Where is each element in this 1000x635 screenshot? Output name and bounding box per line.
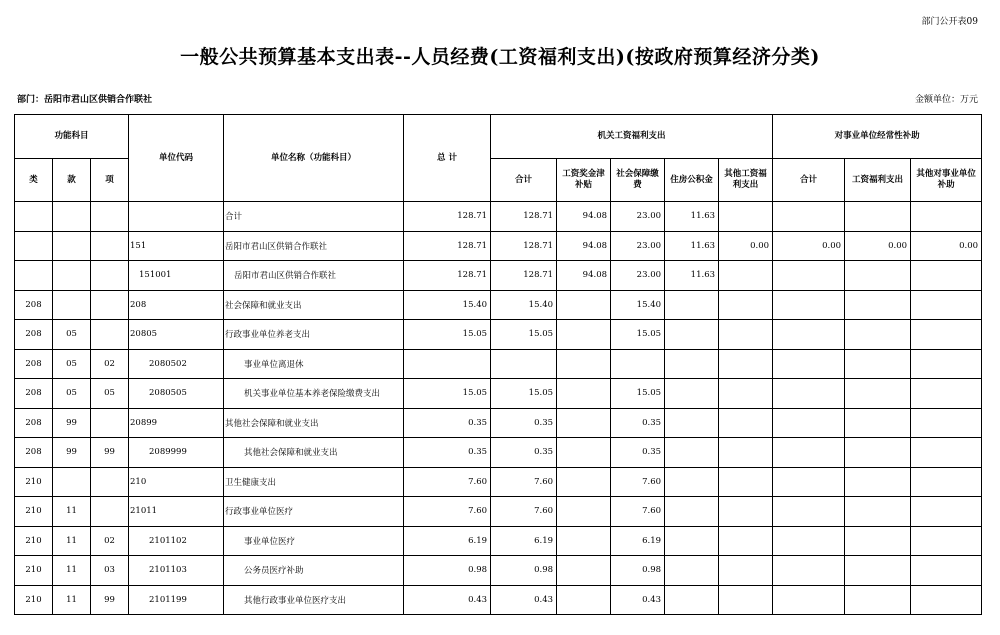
agency-housing-fund-cell (665, 408, 719, 438)
agency-sum-cell: 0.98 (491, 556, 557, 586)
agency-wage-cell (557, 585, 611, 615)
kuan-cell: 05 (53, 320, 91, 350)
total-cell: 15.05 (404, 320, 491, 350)
agency-housing-fund-cell (665, 438, 719, 468)
unit-name-cell: 其他行政事业单位医疗支出 (224, 585, 404, 615)
agency-sum-cell: 0.35 (491, 438, 557, 468)
total-header: 总 计 (404, 115, 491, 202)
agency-sum-cell: 128.71 (491, 261, 557, 291)
agency-social-security-cell: 7.60 (611, 497, 665, 527)
total-cell: 128.71 (404, 261, 491, 291)
table-row (15, 556, 982, 586)
institution-sum-cell: 0.00 (773, 231, 845, 261)
xiang-cell (91, 320, 129, 350)
agency-other-cell (719, 497, 773, 527)
institution-sum-cell (773, 349, 845, 379)
agency-other-cell (719, 290, 773, 320)
agency-housing-fund-cell (665, 467, 719, 497)
agency-wage-cell: 94.08 (557, 231, 611, 261)
table-row (15, 231, 982, 261)
institution-sum-cell (773, 497, 845, 527)
institution-wage-cell (845, 408, 911, 438)
agency-social-security-cell: 23.00 (611, 202, 665, 232)
agency-sum-cell: 128.71 (491, 231, 557, 261)
unit-name-cell: 其他社会保障和就业支出 (224, 438, 404, 468)
kuan-cell: 11 (53, 497, 91, 527)
institution-sum-cell (773, 408, 845, 438)
total-cell: 7.60 (404, 467, 491, 497)
institution-other-cell (911, 556, 982, 586)
agency-housing-fund-cell (665, 585, 719, 615)
unit-name-cell: 岳阳市君山区供销合作联社 (224, 261, 404, 291)
xiang-cell: 02 (91, 349, 129, 379)
total-cell (404, 349, 491, 379)
agency-wage-header: 工资奖金津补贴 (557, 159, 611, 202)
kuan-cell: 05 (53, 379, 91, 409)
xiang-cell: 03 (91, 556, 129, 586)
agency-sum-cell: 15.05 (491, 379, 557, 409)
agency-housing-fund-cell (665, 349, 719, 379)
lei-cell: 210 (15, 556, 53, 586)
agency-wage-cell (557, 556, 611, 586)
agency-housing-fund-cell (665, 320, 719, 350)
agency-wage-cell (557, 379, 611, 409)
kuan-cell (53, 467, 91, 497)
lei-cell: 208 (15, 290, 53, 320)
institution-other-cell (911, 320, 982, 350)
institution-wage-cell (845, 202, 911, 232)
agency-housing-fund-cell: 11.63 (665, 231, 719, 261)
institution-other-cell (911, 438, 982, 468)
institution-other-cell (911, 261, 982, 291)
kuan-cell: 99 (53, 408, 91, 438)
agency-social-security-cell: 0.35 (611, 408, 665, 438)
agency-other-cell (719, 585, 773, 615)
kuan-cell (53, 290, 91, 320)
agency-sum-cell: 6.19 (491, 526, 557, 556)
kuan-cell: 11 (53, 585, 91, 615)
lei-cell: 208 (15, 349, 53, 379)
lei-cell: 210 (15, 497, 53, 527)
agency-other-cell (719, 526, 773, 556)
lei-cell: 208 (15, 320, 53, 350)
table-row (15, 349, 982, 379)
institution-other-cell: 0.00 (911, 231, 982, 261)
agency-wage-cell (557, 526, 611, 556)
agency-wage-cell (557, 349, 611, 379)
unit-name-cell: 合计 (224, 202, 404, 232)
institution-other-cell (911, 349, 982, 379)
institution-wage-cell (845, 585, 911, 615)
institution-sum-header: 合计 (773, 159, 845, 202)
institution-sum-cell (773, 320, 845, 350)
agency-other-header: 其他工资福利支出 (719, 159, 773, 202)
unit-code-cell: 20899 (129, 408, 224, 438)
department-label: 部门：岳阳市君山区供销合作联社 (17, 95, 153, 105)
institution-sum-cell (773, 526, 845, 556)
header-row-1 (15, 115, 982, 159)
agency-social-security-cell: 0.98 (611, 556, 665, 586)
xiang-header: 项 (91, 159, 129, 202)
agency-social-security-cell: 15.05 (611, 320, 665, 350)
kuan-cell (53, 202, 91, 232)
total-cell: 0.35 (404, 408, 491, 438)
table-number: 部门公开表09 (921, 17, 978, 27)
table-row (15, 438, 982, 468)
agency-social-security-header: 社会保障缴费 (611, 159, 665, 202)
lei-cell (15, 261, 53, 291)
agency-social-security-cell: 15.05 (611, 379, 665, 409)
budget-table (14, 114, 982, 615)
kuan-cell (53, 261, 91, 291)
institution-wage-cell (845, 290, 911, 320)
agency-social-security-cell: 23.00 (611, 231, 665, 261)
unit-name-cell: 事业单位离退休 (224, 349, 404, 379)
total-cell: 0.43 (404, 585, 491, 615)
kuan-cell: 11 (53, 556, 91, 586)
agency-other-cell (719, 408, 773, 438)
agency-wage-cell (557, 497, 611, 527)
xiang-cell: 99 (91, 438, 129, 468)
institution-sum-cell (773, 438, 845, 468)
unit-code-cell: 2080505 (129, 379, 224, 409)
unit-code-header: 单位代码 (129, 115, 224, 202)
institution-sum-cell (773, 290, 845, 320)
agency-wage-cell (557, 290, 611, 320)
institution-wage-header: 工资福利支出 (845, 159, 911, 202)
table-row (15, 202, 982, 232)
unit-code-cell: 2101103 (129, 556, 224, 586)
xiang-cell (91, 408, 129, 438)
institution-wage-cell (845, 497, 911, 527)
institution-sum-cell (773, 556, 845, 586)
agency-housing-fund-cell (665, 379, 719, 409)
agency-sum-cell: 15.40 (491, 290, 557, 320)
unit-name-cell: 其他社会保障和就业支出 (224, 408, 404, 438)
agency-other-cell (719, 379, 773, 409)
table-row (15, 408, 982, 438)
agency-wage-cell: 94.08 (557, 261, 611, 291)
xiang-cell: 05 (91, 379, 129, 409)
institution-other-cell (911, 290, 982, 320)
institution-other-cell (911, 497, 982, 527)
institution-sum-cell (773, 261, 845, 291)
agency-housing-fund-cell: 11.63 (665, 202, 719, 232)
agency-sum-cell: 7.60 (491, 497, 557, 527)
institution-other-cell (911, 408, 982, 438)
agency-other-cell (719, 438, 773, 468)
xiang-cell (91, 497, 129, 527)
agency-housing-fund-cell (665, 497, 719, 527)
unit-code-cell: 151001 (129, 261, 224, 291)
xiang-cell: 99 (91, 585, 129, 615)
agency-sum-cell: 0.43 (491, 585, 557, 615)
unit-name-header: 单位名称（功能科目） (224, 115, 404, 202)
lei-cell: 210 (15, 467, 53, 497)
agency-sum-cell: 7.60 (491, 467, 557, 497)
unit-name-cell: 机关事业单位基本养老保险缴费支出 (224, 379, 404, 409)
unit-name-cell: 卫生健康支出 (224, 467, 404, 497)
agency-other-cell: 0.00 (719, 231, 773, 261)
institution-wage-cell (845, 320, 911, 350)
xiang-cell (91, 231, 129, 261)
agency-social-security-cell: 0.43 (611, 585, 665, 615)
institution-wage-cell (845, 379, 911, 409)
institution-wage-cell (845, 349, 911, 379)
institution-wage-cell (845, 556, 911, 586)
institution-other-cell (911, 585, 982, 615)
unit-code-cell: 151 (129, 231, 224, 261)
total-cell: 6.19 (404, 526, 491, 556)
total-cell: 128.71 (404, 231, 491, 261)
institution-sum-cell (773, 585, 845, 615)
agency-social-security-cell: 23.00 (611, 261, 665, 291)
agency-social-security-cell: 7.60 (611, 467, 665, 497)
agency-wage-cell (557, 408, 611, 438)
total-cell: 128.71 (404, 202, 491, 232)
total-cell: 7.60 (404, 497, 491, 527)
institution-sum-cell (773, 202, 845, 232)
total-cell: 15.05 (404, 379, 491, 409)
lei-header: 类 (15, 159, 53, 202)
agency-group-header: 机关工资福利支出 (491, 115, 773, 159)
kuan-cell (53, 231, 91, 261)
xiang-cell (91, 202, 129, 232)
unit-code-cell: 210 (129, 467, 224, 497)
institution-other-cell (911, 202, 982, 232)
agency-housing-fund-cell (665, 526, 719, 556)
institution-wage-cell: 0.00 (845, 231, 911, 261)
institution-wage-cell (845, 526, 911, 556)
unit-name-cell: 行政事业单位养老支出 (224, 320, 404, 350)
agency-social-security-cell: 0.35 (611, 438, 665, 468)
unit-name-cell: 公务员医疗补助 (224, 556, 404, 586)
lei-cell: 210 (15, 526, 53, 556)
agency-wage-cell (557, 467, 611, 497)
institution-wage-cell (845, 438, 911, 468)
total-cell: 0.35 (404, 438, 491, 468)
agency-other-cell (719, 467, 773, 497)
agency-other-cell (719, 556, 773, 586)
institution-other-cell (911, 379, 982, 409)
agency-wage-cell: 94.08 (557, 202, 611, 232)
kuan-cell: 11 (53, 526, 91, 556)
unit-name-cell: 行政事业单位医疗 (224, 497, 404, 527)
lei-cell: 208 (15, 408, 53, 438)
table-row (15, 585, 982, 615)
unit-code-cell: 208 (129, 290, 224, 320)
agency-housing-fund-cell: 11.63 (665, 261, 719, 291)
unit-code-cell: 21011 (129, 497, 224, 527)
agency-housing-fund-header: 住房公积金 (665, 159, 719, 202)
institution-other-cell (911, 526, 982, 556)
institution-wage-cell (845, 261, 911, 291)
table-row (15, 261, 982, 291)
unit-code-cell: 2101102 (129, 526, 224, 556)
agency-other-cell (719, 320, 773, 350)
lei-cell: 208 (15, 438, 53, 468)
agency-social-security-cell: 15.40 (611, 290, 665, 320)
institution-other-header: 其他对事业单位补助 (911, 159, 982, 202)
table-row (15, 497, 982, 527)
unit-code-cell (129, 202, 224, 232)
agency-sum-cell (491, 349, 557, 379)
agency-social-security-cell (611, 349, 665, 379)
unit-code-cell: 2089999 (129, 438, 224, 468)
agency-sum-cell: 15.05 (491, 320, 557, 350)
amount-unit-label: 金额单位：万元 (914, 95, 978, 105)
kuan-cell: 99 (53, 438, 91, 468)
xiang-cell (91, 290, 129, 320)
agency-sum-cell: 128.71 (491, 202, 557, 232)
lei-cell (15, 202, 53, 232)
agency-social-security-cell: 6.19 (611, 526, 665, 556)
unit-code-cell: 2101199 (129, 585, 224, 615)
kuan-header: 款 (53, 159, 91, 202)
agency-other-cell (719, 349, 773, 379)
agency-wage-cell (557, 438, 611, 468)
func-subject-header: 功能科目 (15, 115, 129, 159)
table-row (15, 320, 982, 350)
table-row (15, 379, 982, 409)
institution-wage-cell (845, 467, 911, 497)
kuan-cell: 05 (53, 349, 91, 379)
institution-sum-cell (773, 379, 845, 409)
unit-name-cell: 社会保障和就业支出 (224, 290, 404, 320)
xiang-cell (91, 261, 129, 291)
agency-other-cell (719, 202, 773, 232)
table-row (15, 467, 982, 497)
lei-cell (15, 231, 53, 261)
agency-sum-header: 合计 (491, 159, 557, 202)
institution-other-cell (911, 467, 982, 497)
table-row (15, 290, 982, 320)
agency-sum-cell: 0.35 (491, 408, 557, 438)
unit-code-cell: 2080502 (129, 349, 224, 379)
unit-code-cell: 20805 (129, 320, 224, 350)
unit-name-cell: 岳阳市君山区供销合作联社 (224, 231, 404, 261)
total-cell: 15.40 (404, 290, 491, 320)
institution-group-header: 对事业单位经常性补助 (773, 115, 982, 159)
lei-cell: 208 (15, 379, 53, 409)
lei-cell: 210 (15, 585, 53, 615)
agency-other-cell (719, 261, 773, 291)
unit-name-cell: 事业单位医疗 (224, 526, 404, 556)
xiang-cell: 02 (91, 526, 129, 556)
agency-housing-fund-cell (665, 556, 719, 586)
agency-housing-fund-cell (665, 290, 719, 320)
institution-sum-cell (773, 467, 845, 497)
agency-wage-cell (557, 320, 611, 350)
total-cell: 0.98 (404, 556, 491, 586)
xiang-cell (91, 467, 129, 497)
page-title: 一般公共预算基本支出表--人员经费(工资福利支出)(按政府预算经济分类) (180, 46, 820, 68)
table-row (15, 526, 982, 556)
